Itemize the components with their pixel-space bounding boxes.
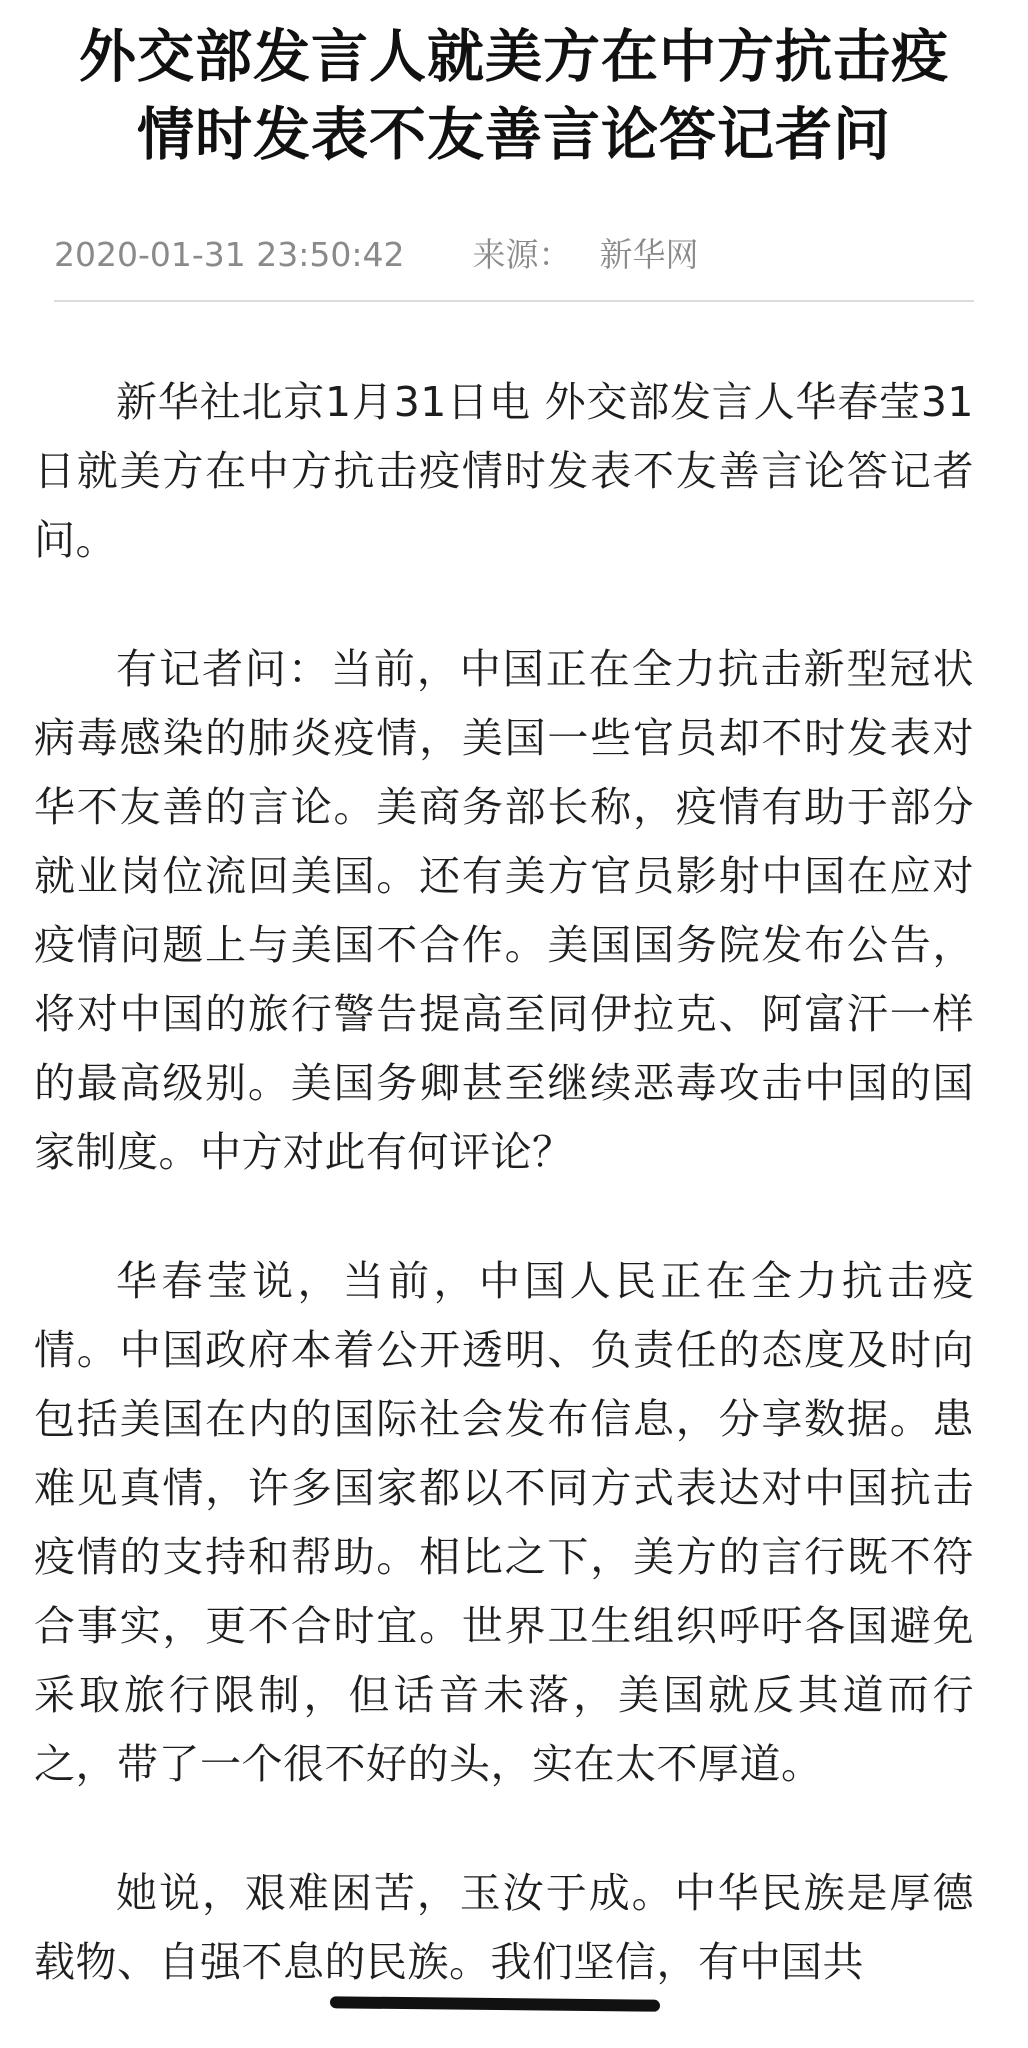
article-title-line-1: 外交部发言人就美方在中方抗击疫 (79, 24, 949, 90)
paragraph: 华春莹说，当前，中国人民正在全力抗击疫情。中国政府本着公开透明、负责任的态度及时向包括美国在内的国际社会发布信息，分享数据。患难见真情，许多国家都以不同方式表达对中国抗击疫情的支持和帮助。相比之下，美方的言行既不符合事实，更不合时宜。世界卫生组织呼吁各国避免采取旅行限制，但话音未落，美国就反其道而行之，带了一个很不好的头，实在太不厚道。 (34, 1257, 974, 1788)
paragraph: 有记者问：当前，中国正在全力抗击新型冠状病毒感染的肺炎疫情，美国一些官员却不时发表对华不友善的言论。美商务部长称，疫情有助于部分就业岗位流回美国。还有美方官员影射中国在应对疫情问题上与美国不合作。美国国务院发布公告，将对中国的旅行警告提高至同伊拉克、阿富汗一样的最高级别。美国务卿甚至继续恶毒攻击中国的国家制度。中方对此有何评论？ (34, 645, 974, 1176)
source-name: 新华网 (599, 235, 699, 274)
source-label: 来源： (472, 235, 572, 274)
article-title-line-2: 情时发表不友善言论答记者问 (137, 102, 891, 168)
paragraph: 她说，艰难困苦，玉汝于成。中华民族是厚德载物、自强不息的民族。我们坚信，有中国共 (34, 1869, 974, 1986)
meta-divider (54, 300, 974, 302)
paragraph: 新华社北京1月31日电 外交部发言人华春莹31日就美方在中方抗击疫情时发表不友善言论答记者问。 (34, 378, 974, 564)
article-title (0, 18, 1028, 174)
article-body (34, 368, 974, 2048)
article-meta (54, 232, 698, 278)
publish-datetime: 2020-01-31 23:50:42 (54, 235, 405, 274)
